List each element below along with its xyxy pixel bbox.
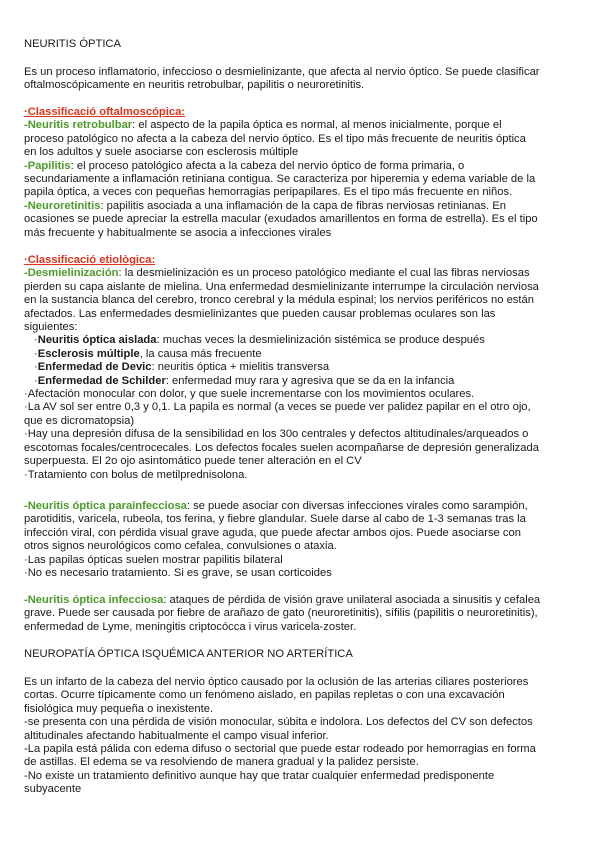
term-parainfecciosa: -Neuritis óptica parainfecciosa: [24, 500, 187, 512]
disease-name: Enfermedad de Devic: [37, 361, 152, 374]
papilitis-text: papila óptica, a veces con pequeñas hemorragias peripapilares. Es el tipo más frecuente en niños.: [24, 186, 513, 199]
neuropatia-text: -La papila está pálida con edema difuso o sectorial que puede estar rodeado por hemorragias en forma: [24, 743, 536, 756]
term-infecciosa: -Neuritis óptica infecciosa: [24, 594, 164, 606]
term-neuroretinitis: -Neuroretinitis: [24, 199, 101, 212]
fact-line: superpuesta. El 2o ojo asintomático puede tener alteración en el CV: [24, 455, 362, 468]
bullet: ·: [34, 374, 38, 387]
neuroretinitis-text: más frecuente y habitualmente se asocia a infecciones virales: [24, 226, 332, 239]
fact-line: ·Hay una depresión difusa de la sensibilidad en los 30o centrales y defectos altitudinales/arqueados o: [24, 428, 529, 441]
neuropatia-text: -No existe un tratamiento definitivo aunque hay que tratar cualquier enfermedad predisponente: [24, 769, 495, 782]
term-papilitis: -Papilitis: [24, 159, 71, 172]
parainfecciosa-paragraph: [24, 500, 579, 580]
disease-desc: : neuritis óptica + mielitis transversa: [151, 361, 330, 374]
neuropatia-paragraph: [24, 676, 579, 797]
neuropatia-text: Es un infarto de la cabeza del nervio óptico causado por la oclusión de las arterias ciliares posteriores: [24, 676, 529, 688]
infecciosa-text: grave. Puede ser causada por fiebre de arañazo de gato (neuroretinitis), sífilis (papilitis o neuroretinitis),: [24, 607, 538, 620]
fact-line: ·Tratamiento con bolus de metilprednisolona.: [24, 468, 248, 481]
fact-line: ·Afectación monocular con dolor, y que suele incrementarse con los movimientos oculares.: [24, 388, 475, 401]
parainfecciosa-text: : se puede asociar con diversas infecciones virales como sarampión,: [186, 500, 528, 512]
neuropatia-text: -se presenta con una pérdida de visión monocular, súbita e indolora. Los defectos del CV son defectos: [24, 716, 533, 729]
parainfecciosa-text: otros signos neurológicos como cefalea, convulsiones o ataxia.: [24, 540, 337, 553]
bullet: ·: [34, 347, 38, 360]
disease-desc: : enfermedad muy rara y agresiva que se da en la infancia: [165, 374, 455, 387]
desmielinizacion-text: : la desmielinización es un proceso patológico mediante el cual las fibras nerviosas: [118, 267, 530, 280]
fact-line: que es dicromatopsia): [24, 414, 135, 427]
neuropatia-text: fisiológica muy pequeña o inexistente.: [24, 702, 214, 715]
retrobulbar-text: proceso patológico no afecta a la cabeza del nervio óptico. Es el tipo más frecuente de neuritis óptica: [24, 132, 526, 145]
desmielinizacion-text: afectados. Las enfermedades desmielinizantes que pueden causar problemas oculares son las: [24, 307, 496, 320]
infecciosa-paragraph: [24, 594, 579, 634]
disease-desc: : muchas veces la desmielinización sistémica se produce después: [156, 334, 485, 347]
disease-item: [24, 348, 579, 361]
oftalmoscopic-section: [24, 106, 579, 240]
neuroretinitis-text: ocasiones se puede apreciar la estrella macular (exudados amarillentos en forma de estrella). Es el tipo: [24, 213, 538, 226]
bullet: ·: [34, 361, 38, 374]
intro-paragraph: [24, 66, 579, 93]
neuropatia-text: de astillas. El edema se va resolviendo de manera gradual y la palidez persiste.: [24, 756, 419, 769]
disease-name: Neuritis óptica aislada: [37, 334, 157, 347]
parainfecciosa-text: ·No es necesario tratamiento. Si es grave, se usan corticoides: [24, 567, 332, 580]
retrobulbar-text: en los adultos y suele asociarse con esclerosis múltiple: [24, 146, 299, 159]
intro-line: oftalmoscópicamente en neuritis retrobulbar, papilitis o neuroretinitis.: [24, 79, 365, 92]
heading-neuritis-optica: [24, 38, 579, 51]
infecciosa-text: enfermedad de Lyme, meningitis criptocócca i virus varicela-zoster.: [24, 620, 357, 633]
fact-line: ·La AV sol ser entre 0,3 y 0,1. La papila es normal (a veces se puede ver palidez papilar en el otro ojo,: [24, 401, 531, 414]
section-title: NEURITIS ÓPTICA: [24, 38, 121, 50]
desmielinizacion-text: pierden su capa aislante de mielina. Una enfermedad desmielinizante interrumpe la circulación nerviosa: [24, 280, 539, 293]
disease-item: [24, 361, 579, 374]
intro-line: Es un proceso inflamatorio, infeccioso o desmielinizante, que afecta al nervio óptico. Se puede clasificar: [24, 66, 540, 78]
neuropatia-text: cortas. Ocurre típicamente como un fenómeno aislado, en papilas repletas o con una excavación: [24, 689, 505, 702]
oftalmoscopic-title: ·Classificació oftalmoscópica:: [24, 106, 186, 118]
disease-desc: , la causa más frecuente: [139, 347, 262, 360]
fact-line: escotomas focales/centrocecales. Los defectos focales suelen acompañarse de depresión generalizada: [24, 441, 539, 454]
term-desmielinizacion: -Desmielinización: [24, 267, 119, 280]
neuropatia-text: subyacente: [24, 783, 82, 796]
term-retrobulbar: -Neuritis retrobulbar: [24, 119, 133, 132]
infecciosa-text: : ataques de pérdida de visión grave unilateral asociada a sinusitis y cefalea: [163, 594, 541, 606]
etiologic-section: [24, 254, 579, 482]
disease-name: Enfermedad de Schilder: [37, 374, 166, 387]
disease-item: [24, 334, 579, 347]
etiologic-title: ·Classificació etiològica:: [24, 254, 156, 266]
retrobulbar-text: : el aspecto de la papila óptica es normal, al menos inicialmente, porque el: [132, 119, 502, 132]
bullet: ·: [34, 334, 38, 347]
parainfecciosa-text: infección viral, con pérdida visual grave aguda, que puede afectar ambos ojos. Puede asociarse con: [24, 526, 521, 539]
neuroretinitis-text: : papilitis asociada a una inflamación de la capa de fibras nerviosas retinianas. En: [100, 199, 506, 212]
papilitis-text: secundariamente a inflamación retiniana contigua. Se caracteriza por hiperemia y edema variable de la: [24, 173, 536, 186]
desmielinizacion-text: siguientes:: [24, 321, 78, 334]
parainfecciosa-text: ·Las papilas ópticas suelen mostrar papilitis bilateral: [24, 553, 283, 566]
parainfecciosa-text: parotiditis, varicela, rubeola, tos ferina, y fiebre glandular. Suele darse al cabo de 1-3 semanas tras la: [24, 513, 526, 526]
disease-name: Esclerosis múltiple: [37, 347, 140, 360]
neuropatia-text: altitudinales afectando habitualmente el campo visual inferior.: [24, 729, 329, 742]
heading-neuropatia: [24, 648, 579, 661]
papilitis-text: : el proceso patológico afecta a la cabeza del nervio óptico de forma primaria, o: [70, 159, 465, 172]
desmielinizacion-text: en la sustancia blanca del cerebro, tronco cerebral y la médula espinal; los nervios periféricos no están: [24, 294, 534, 307]
disease-item: [24, 375, 579, 388]
section-title: NEUROPATÍA ÓPTICA ISQUÉMICA ANTERIOR NO ARTERÍTICA: [24, 648, 353, 660]
